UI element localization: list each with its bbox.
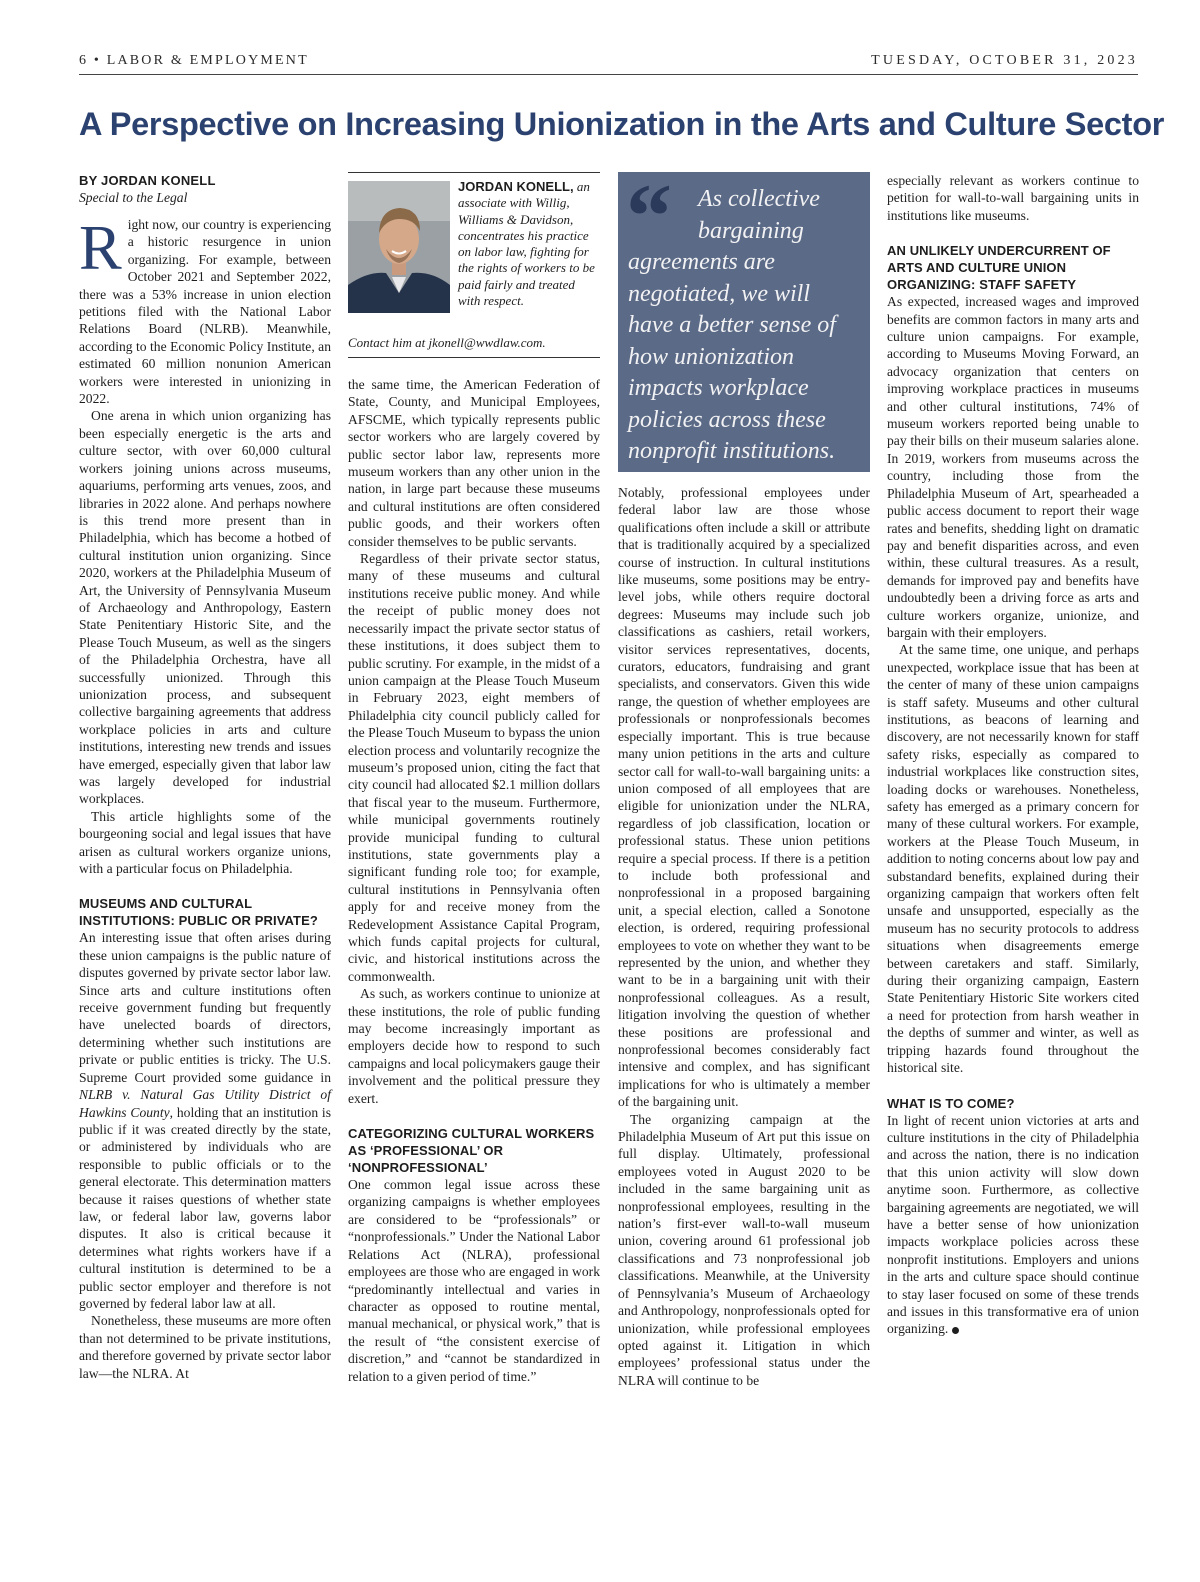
- author-bio-box: [348, 172, 600, 358]
- paragraph: Notably, professional employees under federal labor law are those whose qualifications often include a skill or attribute that is traditionally acquired by a specialized course of instruction. In cultural institutions like museums, some positions may be entry-level jobs, while others require doctoral degrees: Museums may include such job classifications as cashiers, retail workers, visitor services representatives, docents, curators, educators, fundraising and grant specialists, and conservators. Given this wide range, the question of whether employees are professionals or nonprofessionals becomes especially important. This is true because many union petitions in the arts and culture sector call for wall-to-wall bargaining units: a union composed of all employees that are eligible for unionization under the NLRA, regardless of job classification, location or professional status. These union petitions require a special process. If there is a petition to include both professional and nonprofessional in a proposed bargaining unit, a special election, called a Sonotone election, is ordered, requiring professional employees to vote on whether they want to be represented by the union, and whether they want to be in a bargaining unit with their nonprofessional colleagues. As a result, litigation involving the question of whether these positions are professional and nonprofessional becomes considerably fact intensive and complex, and has significant implications for who is ultimately a member of the bargaining unit.: [618, 485, 870, 1110]
- drop-cap: R: [79, 212, 122, 283]
- pull-quote: [618, 165, 870, 472]
- folio-bar: [79, 53, 1138, 73]
- section-subhead: CATEGORIZING CULTURAL WORKERS AS ‘PROFESSIONAL’ OR ‘NONPROFESSIONAL’: [348, 1126, 595, 1176]
- author-description: an associate with Willig, Williams & Davidson, concentrates his practice on labor law, fighting for the rights of workers to be paid fairly and treated with respect.: [458, 179, 595, 309]
- paragraph: This article highlights some of the bourgeoning social and legal issues that have arisen as cultural workers organize unions, with a particular focus on Philadelphia.: [79, 808, 331, 877]
- column-1: [79, 172, 331, 1382]
- paragraph: An interesting issue that often arises during these union campaigns is the public nature of disputes governed by private sector labor law. Since arts and culture institutions often receive government funding but frequently have unelected boards of directors, determining whether such institutions are private or public entities is tricky. The U.S. Supreme Court provided some guidance in NLRB v. Natural Gas Utility District of Hawkins County, holding that an institution is public if it was created directly by the state, or administered by individuals who are responsible to public officials or to the general electorate. This determination matters because it raises questions of whether state law, or federal labor law, governs labor disputes. It also is critical because it determines what rights workers have if a cultural institution is determined to be a public sector employer and therefore is not governed by federal labor law at all.: [79, 930, 331, 1311]
- quote-mark-icon: “: [626, 165, 672, 267]
- author-bio-text: [458, 179, 600, 309]
- column-2: [348, 172, 600, 1385]
- author-portrait-icon: [348, 181, 450, 313]
- section-subhead: MUSEUMS AND CULTURAL INSTITUTIONS: PUBLIC OR PRIVATE?: [79, 896, 318, 929]
- author-name: JORDAN KONELL,: [458, 179, 574, 194]
- paragraph: The organizing campaign at the Philadelphia Museum of Art put this issue on full display. Ultimately, professional employees voted in August 2020 to be included in the same bargaining unit as nonprofessional employees, resulting in the nation’s first-ever wall-to-wall museum union, covering around 61 professional job classifications and 73 nonprofessional job classifications. Meanwhile, at the University of Pennsylvania’s Museum of Archaeology and Anthropology, nonprofessionals opted for unionization, while professional employees opted against it. Litigation in which employees’ professional status under the NLRA will continue to be: [618, 1111, 870, 1388]
- author-contact: Contact him at jkonell@wwdlaw.com.: [348, 335, 546, 350]
- paragraph: Right now, our country is experiencing a historic resurgence in union organizing. For example, between October 2021 and September 2022, there was a 53% increase in union election petitions filed with the National Labor Relations Board (NLRB). Meanwhile, according to the Economic Policy Institute, an estimated 60 million nonunion American workers were interested in unionizing in 2022.: [79, 212, 331, 407]
- section-label: 6 • LABOR & EMPLOYMENT: [79, 53, 309, 68]
- author-photo: [348, 181, 450, 313]
- byline: BY JORDAN KONELL: [79, 173, 216, 188]
- paragraph: At the same time, one unique, and perhaps unexpected, workplace issue that has been at the center of many of these union campaigns is staff safety. Museums and other cultural institutions, as beacons of learning and discovery, are not necessarily known for staff safety risks, especially as compared to industrial workplaces like construction sites, loading docks or warehouses. Nonetheless, safety has emerged as a primary concern for many of these cultural workers. For example, workers at the Please Touch Museum, in addition to noting concerns about low pay and substandard benefits, explained during their organizing campaign that workers often felt unsafe and unsupported, especially as the museum has no security protocols to address situations when disagreements emerge between caretakers and staff. Similarly, during their organizing campaign, Eastern State Penitentiary Historic Site workers cited a need for protection from harsh weather in the depths of summer and winter, as well as tripping hazards found throughout the historical site.: [887, 642, 1139, 1076]
- column-3: [618, 165, 870, 1389]
- publication-date: TUESDAY, OCTOBER 31, 2023: [871, 53, 1138, 68]
- column-4: [887, 172, 1139, 1338]
- pull-quote-text: As collective bargaining agreements are negotiated, we will have a better sense of how unionization impacts workplace policies across these nonprofit institutions.: [628, 186, 836, 464]
- byline-affiliation: Special to the Legal: [79, 190, 188, 205]
- end-mark-icon: [952, 1327, 959, 1334]
- section-subhead: WHAT IS TO COME?: [887, 1095, 1015, 1111]
- paragraph: Nonetheless, these museums are more often than not determined to be private institutions, and therefore governed by private sector labor law—the NLRA. At: [79, 1313, 331, 1381]
- section-subhead: AN UNLIKELY UNDERCURRENT OF ARTS AND CULTURE UNION ORGANIZING: STAFF SAFETY: [887, 243, 1111, 293]
- paragraph: One arena in which union organizing has been especially energetic is the arts and culture sector, with over 60,000 cultural workers joining unions across museums, aquariums, performing arts venues, zoos, and libraries in 2022 alone. And perhaps nowhere is this trend more present than in Philadelphia, which has become a hotbed of cultural institution union organizing. Since 2020, workers at the Philadelphia Museum of Art, the University of Pennsylvania Museum of Archaeology and Anthropology, Eastern State Penitentiary Historic Site, and the Please Touch Museum, as well as the singers of the Philadelphia Orchestra, have all successfully unionized. Through this unionization process, and subsequent collective bargaining agreements that address workplace policies in arts and culture institutions, interesting new trends and issues have emerged, especially given that labor law was largely developed for industrial workplaces.: [79, 408, 331, 807]
- case-citation: NLRB v. Natural Gas Utility District of Hawkins County: [79, 1087, 331, 1120]
- paragraph: As such, as workers continue to unionize at these institutions, the role of public funding may become increasingly important as employers decide how to respond to such campaigns and local policymakers gauge their involvement and the political pressure they exert.: [348, 986, 600, 1106]
- article-headline: A Perspective on Increasing Unionization in the Arts and Culture Sector: [79, 106, 1165, 142]
- paragraph: As expected, increased wages and improved benefits are common factors in many arts and culture union campaigns. For example, according to Museums Moving Forward, an advocacy organization that centers on improving workplace practices in museums and other cultural institutions, 74% of museum workers reported being unable to pay their bills on their museum salaries alone. In 2019, workers from museums across the country, including those from the Philadelphia Museum of Art, spearheaded a public access document to report their wage rates and benefits, shedding light on dramatic pay and benefit disparities across, and even within, these cultural treasures. As a result, demands for improved pay and benefits have undoubtedly been a driving force as arts and culture workers organize, unionize, and bargain with their employers.: [887, 294, 1139, 640]
- paragraph: In light of recent union victories at arts and culture institutions in the city of Philadelphia and across the nation, there is no indication that this union activity will slow down anytime soon. Furthermore, as collective bargaining agreements are negotiated, we will have a better sense of how unionization impacts workplace policies across these nonprofit institutions. Employers and unions in the arts and culture space should continue to stay laser focused on some of these trends and issues in this transformative era of union organizing.: [887, 1112, 1139, 1337]
- paragraph: the same time, the American Federation of State, County, and Municipal Employees, AFSCME, which typically represents public sector workers who are largely covered by public sector labor law, represents more museum workers than any other union in the nation, in large part because these museums and cultural institutions are often considered public goods, and their workers often consider themselves to be public servants.: [348, 377, 600, 549]
- top-rule: [79, 74, 1138, 75]
- paragraph: One common legal issue across these organizing campaigns is whether employees are considered to be “professionals” or “nonprofessionals.” Under the National Labor Relations Act (NLRA), professional employees are those who are engaged in work “predominantly intellectual and varies in character as opposed to routine mental, manual mechanical, or physical work,” that is the result of “the consistent exercise of discretion,” and “cannot be standardized in relation to a given period of time.”: [348, 1177, 600, 1384]
- paragraph: especially relevant as workers continue to petition for wall-to-wall bargaining units in institutions like museums.: [887, 173, 1139, 223]
- paragraph: Regardless of their private sector status, many of these museums and cultural institutions receive public money. And while the receipt of public money does not necessarily impact the private sector status of these institutions, it does subject them to public scrutiny. For example, in the midst of a union campaign at the Please Touch Museum in February 2023, eight members of Philadelphia city council publicly called for the Please Touch Museum to bypass the union election process and voluntarily recognize the museum’s proposed union, citing the fact that city council had allocated $2.1 million dollars that fiscal year to the museum. Furthermore, while municipal governments routinely provide municipal funding to cultural institutions, state governments play a significant funding role too; for example, cultural institutions in Pennsylvania often apply for and receive money from the Redevelopment Assistance Capital Program, which funds capital projects for cultural, civic, and historical institutions across the commonwealth.: [348, 551, 600, 984]
